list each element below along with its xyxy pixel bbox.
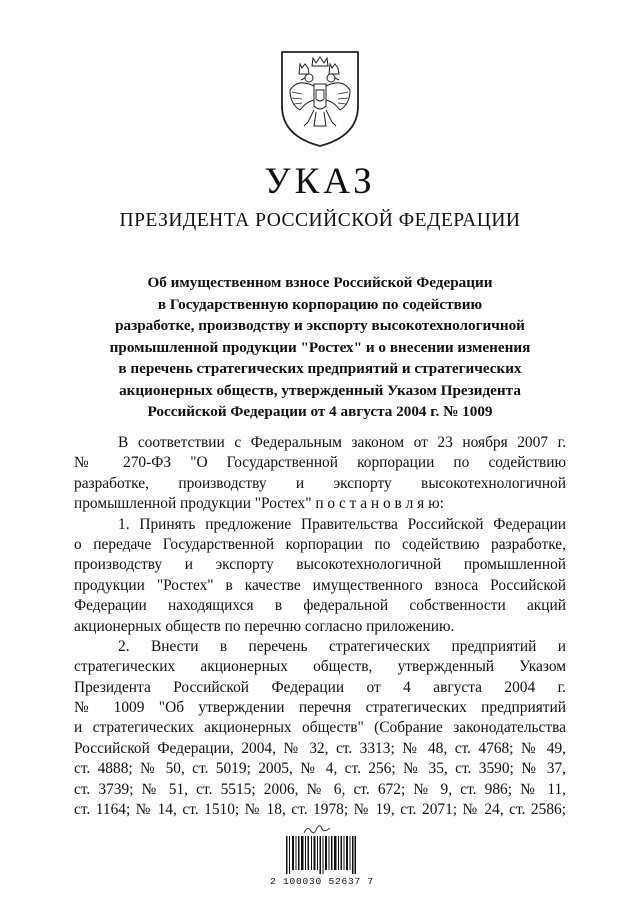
- body-line: 2. Внести в перечень стратегических предприятий и: [118, 637, 566, 655]
- body-line: акционерных обществ по перечню согласно приложению.: [74, 617, 455, 635]
- body-line: производству и экспорту высокотехнологичной промышленной: [74, 556, 566, 574]
- handwritten-mark-icon: [302, 824, 332, 836]
- body-line: В соответствии с Федеральным законом от 23 ноября 2007 г.: [118, 434, 566, 451]
- coat-of-arms-icon: [278, 48, 362, 148]
- body-line: и стратегических акционерных обществ" (Собрание законодательства: [74, 719, 566, 737]
- body-line: ст. 1164; № 14, ст. 1510; № 18, ст. 1978; № 19, ст. 2071; № 24, ст. 2586;: [74, 801, 566, 819]
- body-line: № 1009 "Об утверждении перечня стратегических предприятий: [74, 699, 566, 717]
- heading-line: в перечень стратегических предприятий и стратегических: [118, 360, 522, 377]
- heading-line: промышленной продукции "Ростех" и о внесении изменения: [109, 338, 531, 356]
- heading-line: Об имущественном взносе Российской Федерации: [147, 274, 493, 291]
- heading-line: Российской Федерации от 4 августа 2004 г. № 1009: [147, 403, 493, 420]
- body-line: о передаче Государственной корпорации по содействию разработке,: [74, 535, 566, 553]
- body-line: Российской Федерации, 2004, № 32, ст. 3313; № 48, ст. 4768; № 49,: [74, 739, 566, 757]
- body-line: № 270-ФЗ "О Государственной корпорации по содействию: [74, 454, 566, 472]
- heading-line: разработке, производству и экспорту высокотехнологичной: [115, 317, 525, 334]
- barcode-icon: [286, 836, 356, 874]
- heading-line: в Государственную корпорацию по содействию: [157, 295, 483, 313]
- decree-body: [74, 433, 566, 820]
- barcode-number: 2 100030 52637 7: [270, 876, 375, 887]
- document-title: УКАЗ: [264, 161, 376, 202]
- body-line: Президента Российской Федерации от 4 августа 2004 г.: [74, 678, 566, 696]
- body-line: ст. 4888; № 50, ст. 5019; 2005, № 4, ст. 256; № 35, ст. 3590; № 37,: [74, 760, 566, 778]
- decree-heading: [80, 272, 560, 423]
- heading-line: акционерных обществ, утвержденный Указом Президента: [119, 381, 521, 399]
- body-line: промышленной продукции "Ростех" п о с т а н о в л я ю:: [74, 495, 444, 513]
- body-line: стратегических акционерных обществ, утвержденный Указом: [74, 658, 566, 676]
- body-line: ст. 3739; № 51, ст. 5515; 2006, № 6, ст. 672; № 9, ст. 986; № 11,: [74, 780, 566, 798]
- body-line: продукции "Ростех" в качестве имущественного взноса Российской: [74, 576, 566, 594]
- body-line: Федерации находящихся в федеральной собственности акций: [74, 597, 566, 615]
- body-line: разработке, производству и экспорту высокотехнологичной: [74, 474, 566, 492]
- body-line: 1. Принять предложение Правительства Российской Федерации: [118, 515, 566, 533]
- document-subtitle: ПРЕЗИДЕНТА РОССИЙСКОЙ ФЕДЕРАЦИИ: [119, 210, 521, 231]
